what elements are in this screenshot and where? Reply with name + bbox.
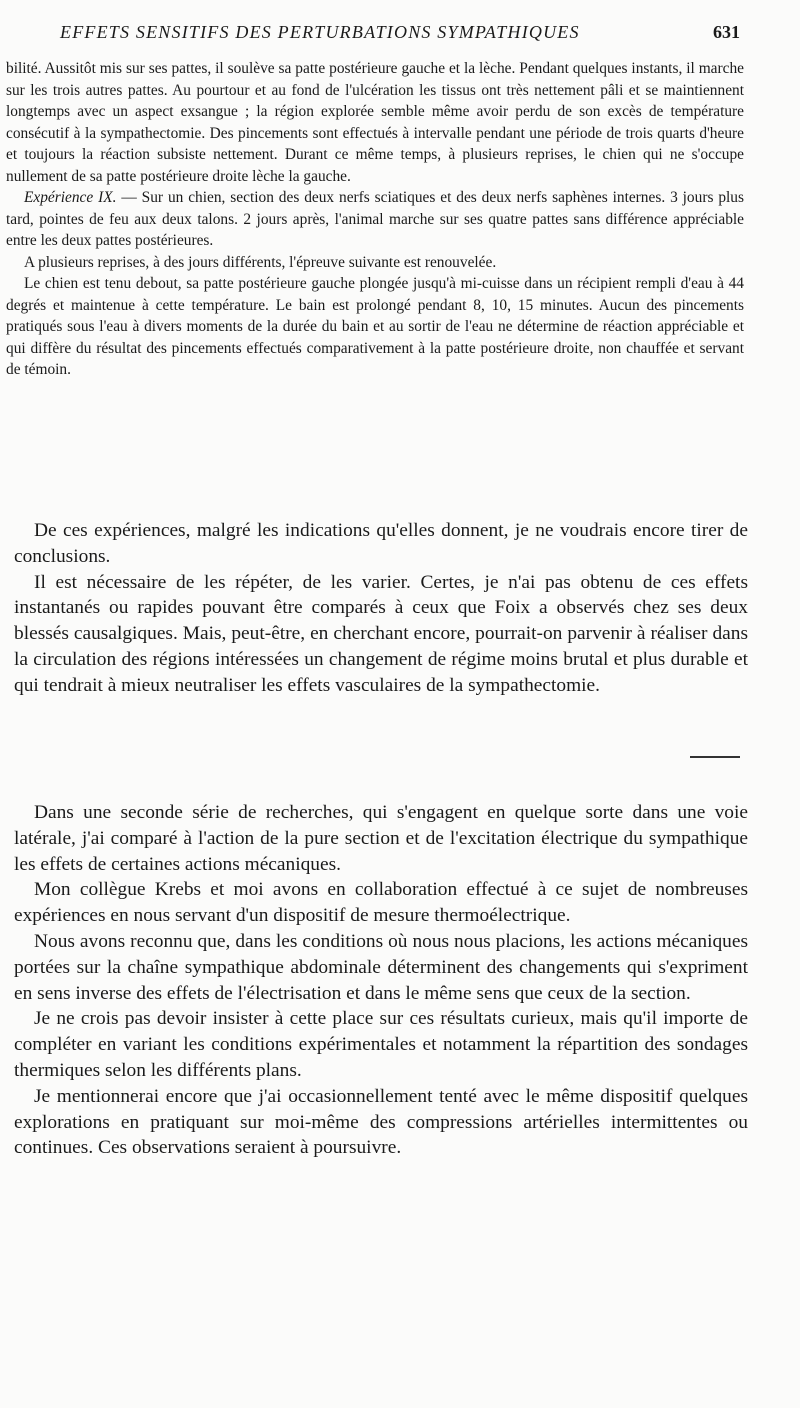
experiment-text: — Sur un chien, section des deux nerfs sciatiques et des deux nerfs saphènes internes. 3 jours plus tard, pointes de feu aux deux talons. 2 jours après, l'animal marche sur ses quatre pattes sans différence appréciable entre les deux pattes postérieures. <box>6 189 744 249</box>
running-title: EFFETS SENSITIFS DES PERTURBATIONS SYMPATHIQUES <box>60 22 580 42</box>
page-number: 631 <box>713 22 740 42</box>
experiment-label: Expérience IX. <box>24 189 117 206</box>
section-rule <box>690 756 740 758</box>
paragraph: Il est nécessaire de les répéter, de les varier. Certes, je n'ai pas obtenu de ces effets instantanés ou rapides pouvant être comparés à ceux que Foix a observés chez ses deux blessés causalgiques. Mais, peut-être, en cherchant encore, pourrait-on parvenir à réaliser dans la circulation des régions intéressées un changement de régime moins brutal et plus durable et qui tendrait à mieux neutraliser les effets vasculaires de la sympathectomie. <box>14 571 748 696</box>
experiment-notes <box>6 58 744 381</box>
conclusions-section <box>14 518 748 699</box>
second-research-section <box>14 800 748 1161</box>
paragraph: Mon collègue Krebs et moi avons en collaboration effectué à ce sujet de nombreuses expériences en nous servant d'un dispositif de mesure thermoélectrique. <box>14 879 748 927</box>
running-head <box>60 22 740 50</box>
paragraph: bilité. Aussitôt mis sur ses pattes, il soulève sa patte postérieure gauche et la lèche. Pendant quelques instants, il marche sur les trois autres pattes. Au pourtour et au fond de l'ulcération les tissus ont très nettement pâli et se maintiennent longtemps avec un aspect exsangue ; la région explorée semble même avoir perdu de son excès de température consécutif à la sympathectomie. Des pincements sont effectués à intervalle pendant une période de trois quarts d'heure et toujours la réaction subsiste nettement. Durant ce même temps, à plusieurs reprises, le chien qui ne s'occupe nullement de sa patte postérieure droite lèche la gauche. <box>6 60 744 185</box>
paragraph: De ces expériences, malgré les indications qu'elles donnent, je ne voudrais encore tirer de conclusions. <box>14 520 748 567</box>
paragraph: Je ne crois pas devoir insister à cette place sur ces résultats curieux, mais qu'il importe de compléter en variant les conditions expérimentales et notamment la répartition des sondages thermiques selon les différents plans. <box>14 1008 748 1081</box>
paragraph: Le chien est tenu debout, sa patte postérieure gauche plongée jusqu'à mi-cuisse dans un récipient rempli d'eau à 44 degrés et maintenue à cette température. Le bain est prolongé pendant 8, 10, 15 minutes. Aucun des pincements pratiqués sous l'eau à divers moments de la durée du bain et au sortir de l'eau ne détermine de réaction appréciable et qui diffère du résultat des pincements effectués comparativement à la patte postérieure droite, non chauffée et servant de témoin. <box>6 275 744 378</box>
paragraph: Dans une seconde série de recherches, qui s'engagent en quelque sorte dans une voie latérale, j'ai comparé à l'action de la pure section et de l'excitation électrique du sympathique les effets de certaines actions mécaniques. <box>14 802 748 875</box>
experiment-ix-paragraph <box>6 187 744 252</box>
paragraph: A plusieurs reprises, à des jours différents, l'épreuve suivante est renouvelée. <box>24 253 497 271</box>
paragraph: Je mentionnerai encore que j'ai occasionnellement tenté avec le même dispositif quelques explorations en pratiquant sur moi-même des compressions artérielles intermittentes ou continues. Ces observations seraient à poursuivre. <box>14 1085 748 1159</box>
paragraph: Nous avons reconnu que, dans les conditions où nous nous placions, les actions mécaniques portées sur la chaîne sympathique abdominale déterminent des changements qui s'expriment en sens inverse des effets de l'électrisation et dans le même sens que ceux de la section. <box>14 930 748 1004</box>
